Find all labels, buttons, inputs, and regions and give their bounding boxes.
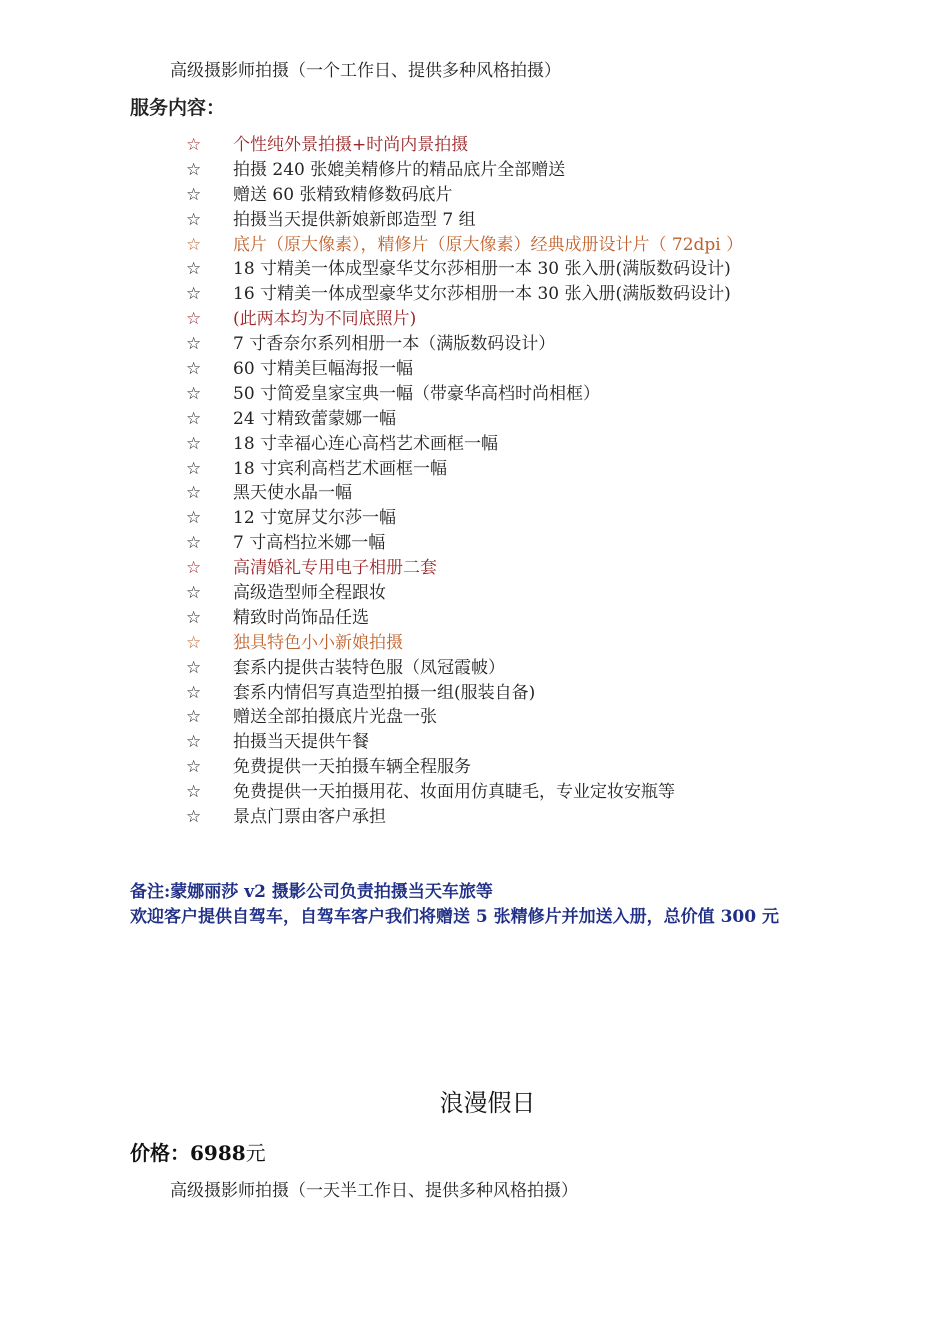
service-item xyxy=(186,556,743,581)
service-item xyxy=(186,382,743,407)
service-text: 7 寸香奈尔系列相册一本（满版数码设计） xyxy=(233,334,556,355)
star-icon: ☆ xyxy=(186,757,202,778)
star-icon: ☆ xyxy=(186,383,202,404)
service-text: 高级造型师全程跟妆 xyxy=(233,583,386,604)
star-icon: ☆ xyxy=(186,135,202,155)
service-text: 个性纯外景拍摄+时尚内景拍摄 xyxy=(233,135,469,155)
service-text: 50 寸简爱皇家宝典一幅（带豪华高档时尚相框） xyxy=(233,383,601,404)
service-text: 拍摄当天提供午餐 xyxy=(233,732,369,753)
star-icon: ☆ xyxy=(186,483,202,504)
service-item xyxy=(186,705,743,730)
service-text: 18 寸幸福心连心高档艺术画框一幅 xyxy=(233,433,499,454)
service-item xyxy=(186,481,743,506)
star-icon: ☆ xyxy=(186,732,202,753)
service-item xyxy=(186,631,743,656)
star-icon: ☆ xyxy=(186,508,202,529)
star-icon: ☆ xyxy=(186,707,202,728)
star-icon: ☆ xyxy=(186,583,202,604)
service-item xyxy=(186,233,743,258)
service-item xyxy=(186,407,743,432)
star-icon: ☆ xyxy=(186,234,202,255)
service-text: 拍摄 240 张媲美精修片的精品底片全部赠送 xyxy=(233,159,566,180)
star-icon: ☆ xyxy=(186,259,202,280)
service-item xyxy=(186,257,743,282)
price-value: 6988 xyxy=(190,1141,246,1165)
service-text: 12 寸宽屏艾尔莎一幅 xyxy=(233,508,397,529)
service-item xyxy=(186,133,743,158)
price-line xyxy=(130,1140,266,1166)
service-item xyxy=(186,755,743,780)
service-text: 7 寸高档拉米娜一幅 xyxy=(233,533,386,554)
package-intro: 高级摄影师拍摄（一天半工作日、提供多种风格拍摄） xyxy=(170,1181,578,1201)
service-item xyxy=(186,158,743,183)
service-item xyxy=(186,282,743,307)
star-icon: ☆ xyxy=(186,334,202,355)
service-item xyxy=(186,681,743,706)
service-text: 套系内情侣写真造型拍摄一组(服装自备) xyxy=(233,682,536,703)
star-icon: ☆ xyxy=(186,209,202,230)
star-icon: ☆ xyxy=(186,184,202,205)
service-item xyxy=(186,506,743,531)
star-icon: ☆ xyxy=(186,558,202,579)
star-icon: ☆ xyxy=(186,807,202,828)
star-icon: ☆ xyxy=(186,309,202,330)
service-text: 精致时尚饰品任选 xyxy=(233,607,369,628)
section-title: 服务内容： xyxy=(130,97,226,119)
service-text: 景点门票由客户承担 xyxy=(233,807,386,828)
service-text: 24 寸精致蕾蒙娜一幅 xyxy=(233,408,397,429)
note-line-1: 备注:蒙娜丽莎 v2 摄影公司负责拍摄当天车旅等 xyxy=(130,882,493,902)
package-title: 浪漫假日 xyxy=(439,1090,536,1117)
service-text: 黑天使水晶一幅 xyxy=(233,483,352,504)
service-item xyxy=(186,307,743,332)
service-list xyxy=(186,133,743,830)
star-icon: ☆ xyxy=(186,284,202,305)
service-item xyxy=(186,606,743,631)
service-item xyxy=(186,432,743,457)
service-item xyxy=(186,730,743,755)
service-text: 18 寸精美一体成型豪华艾尔莎相册一本 30 张入册(满版数码设计) xyxy=(233,259,731,280)
star-icon: ☆ xyxy=(186,682,202,703)
service-item xyxy=(186,183,743,208)
service-text: 免费提供一天拍摄用花、妆面用仿真睫毛，专业定妆安瓶等 xyxy=(233,782,675,803)
star-icon: ☆ xyxy=(186,408,202,429)
service-text: (此两本均为不同底照片) xyxy=(233,309,417,330)
service-text: 赠送 60 张精致精修数码底片 xyxy=(233,184,453,205)
service-item xyxy=(186,208,743,233)
service-text: 16 寸精美一体成型豪华艾尔莎相册一本 30 张入册(满版数码设计) xyxy=(233,284,731,305)
star-icon: ☆ xyxy=(186,533,202,554)
star-icon: ☆ xyxy=(186,657,202,678)
service-text: 免费提供一天拍摄车辆全程服务 xyxy=(233,757,471,778)
service-text: 赠送全部拍摄底片光盘一张 xyxy=(233,707,437,728)
star-icon: ☆ xyxy=(186,607,202,628)
star-icon: ☆ xyxy=(186,782,202,803)
service-text: 底片（原大像素），精修片（原大像素）经典成册设计片（ 72dpi ） xyxy=(233,234,744,255)
service-text: 高清婚礼专用电子相册二套 xyxy=(233,558,437,579)
service-text: 拍摄当天提供新娘新郎造型 7 组 xyxy=(233,209,476,230)
note-line-2: 欢迎客户提供自驾车，自驾车客户我们将赠送 5 张精修片并加送入册，总价值 300 元 xyxy=(130,907,779,927)
star-icon: ☆ xyxy=(186,433,202,454)
star-icon: ☆ xyxy=(186,359,202,380)
service-item xyxy=(186,332,743,357)
price-label: 价格： xyxy=(130,1141,190,1165)
star-icon: ☆ xyxy=(186,632,202,653)
service-text: 60 寸精美巨幅海报一幅 xyxy=(233,359,414,380)
service-item xyxy=(186,805,743,830)
service-item xyxy=(186,780,743,805)
service-text: 18 寸宾利高档艺术画框一幅 xyxy=(233,458,448,479)
service-item xyxy=(186,531,743,556)
service-item xyxy=(186,581,743,606)
star-icon: ☆ xyxy=(186,458,202,479)
service-item xyxy=(186,656,743,681)
price-unit: 元 xyxy=(245,1141,266,1165)
service-text: 套系内提供古装特色服（凤冠霞帔） xyxy=(233,657,505,678)
intro-text: 高级摄影师拍摄（一个工作日、提供多种风格拍摄） xyxy=(170,61,561,81)
star-icon: ☆ xyxy=(186,159,202,180)
service-item xyxy=(186,357,743,382)
service-item xyxy=(186,457,743,482)
service-text: 独具特色小小新娘拍摄 xyxy=(233,632,403,653)
